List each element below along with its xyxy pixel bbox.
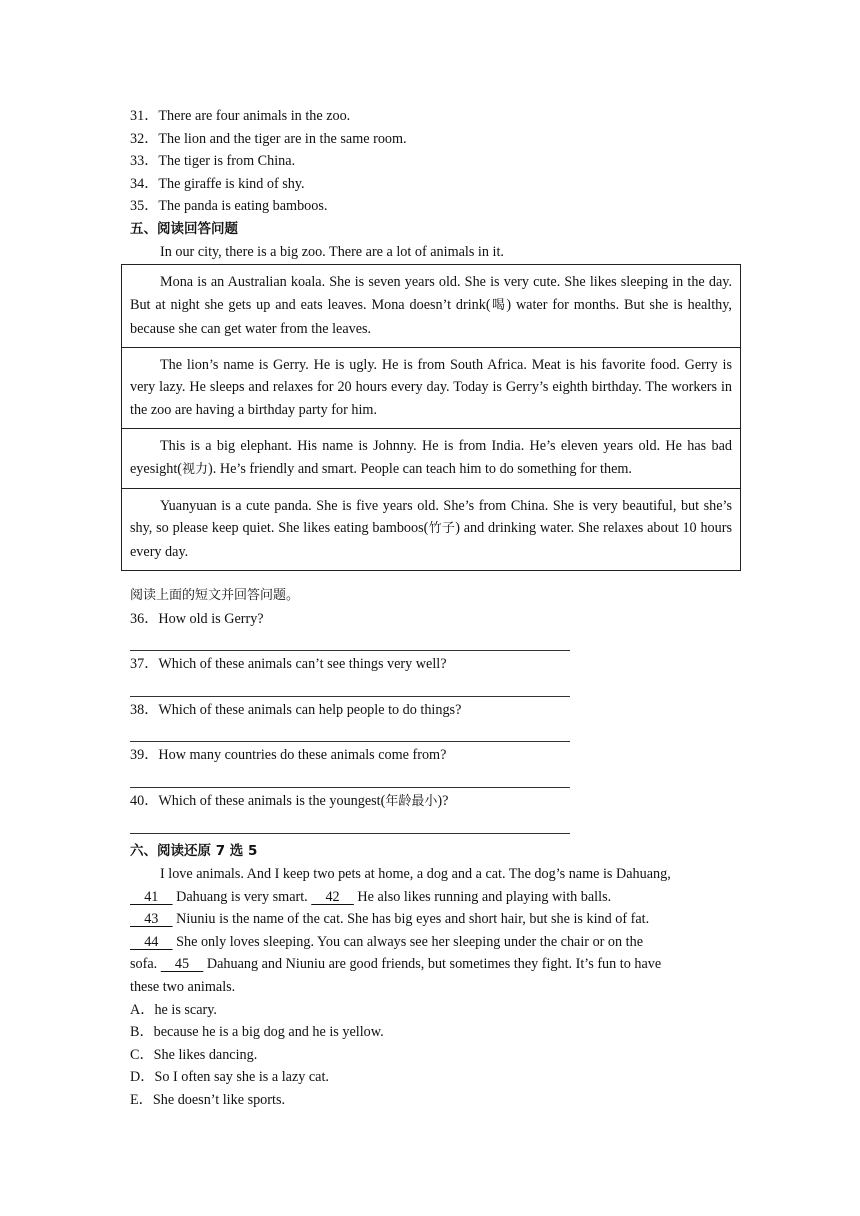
question-item: 37．Which of these animals can’t see things very well? [130,653,739,697]
list-item: 31．There are four animals in the zoo. [130,108,351,124]
question-item: 38．Which of these animals can help people to do things? [130,699,739,743]
passage-cell [122,265,740,346]
answer-line[interactable] [130,813,570,834]
answer-line[interactable] [130,767,570,788]
list-item: 34．The giraffe is kind of shy. [130,175,305,192]
blank-44[interactable]: 44 [130,933,173,950]
section-heading-part5: 五、阅读回答问题 [130,220,238,237]
option-list [130,999,739,1112]
section-heading-part6: 六、阅读还原 7 选 5 [130,843,258,860]
option-item: A．he is scary. [130,1001,217,1018]
blank-42[interactable]: 42 [311,888,354,905]
passage-text: This is a big elephant. His name is Johnny. He is from India. He’s eleven years old. He has bad eyesight(视力). He’s friendly and smart. People can teach him to do something for them. [130,437,732,477]
option-item: C．She likes dancing. [130,1046,258,1063]
answer-line[interactable] [130,721,570,742]
option-item: E．She doesn’t like sports. [130,1092,286,1109]
list-item: 33．The tiger is from China. [130,153,296,170]
answer-line[interactable] [130,630,570,651]
worksheet-page [130,105,739,1112]
option-item: B．because he is a big dog and he is yellow. [130,1024,384,1041]
passage-text: The lion’s name is Gerry. He is ugly. He is from South Africa. Meat is his favorite food. Gerry is very lazy. He sleeps and relaxes for 20 hours every day. Today is Gerry’s eighth birthday. The workers in the zoo are having a birthday party for him. [130,356,732,419]
question-item: 36．How old is Gerry? [130,608,739,652]
section-intro: In our city, there is a big zoo. There are a lot of animals in it. [160,243,504,260]
blank-43[interactable]: 43 [130,911,173,928]
cloze-passage: I love animals. And I keep two pets at home, a dog and a cat. The dog’s name is Dahuang, 41 Dahuang is very smart. 42 He also likes running and playing with balls. 43 Niuniu is the name of the cat. She has big eyes and short hair, but she is kind of fat. 44 She only loves sleeping. You can always see her sleeping under the chair or on the sofa. 45 Dahuang and Niuniu are good friends, but sometimes they fight. It’s fun to have these two animals. [130,866,671,996]
blank-41[interactable]: 41 [130,888,173,905]
question-item: 40．Which of these animals is the youngest(年龄最小)? [130,790,739,835]
passage-cell [122,488,740,570]
option-item: D．So I often say she is a lazy cat. [130,1069,329,1086]
blank-45[interactable]: 45 [160,956,204,973]
list-item: 32．The lion and the tiger are in the same room. [130,130,407,147]
question-item: 39．How many countries do these animals come from? [130,744,739,788]
passage-text: Yuanyuan is a cute panda. She is five years old. She’s from China. She is very beautiful, but she’s shy, so please keep quiet. She likes eating bamboos(竹子) and drinking water. She relaxes about 10 hours every day. [130,497,732,561]
part4-item-list [130,105,739,218]
list-item: 35．The panda is eating bamboos. [130,198,328,215]
passage-cell [122,347,740,428]
passage-text: Mona is an Australian koala. She is seven years old. She is very cute. She likes sleeping in the day. But at night she gets up and eats leaves. Mona doesn’t drink(喝) water for months. But she is healthy, because she can get water from the leaves. [130,274,732,337]
passage-cell [122,428,740,488]
instruction-text: 阅读上面的短文并回答问题。 [130,587,300,603]
answer-line[interactable] [130,676,570,697]
passage-table [121,264,741,571]
question-list [130,608,739,835]
